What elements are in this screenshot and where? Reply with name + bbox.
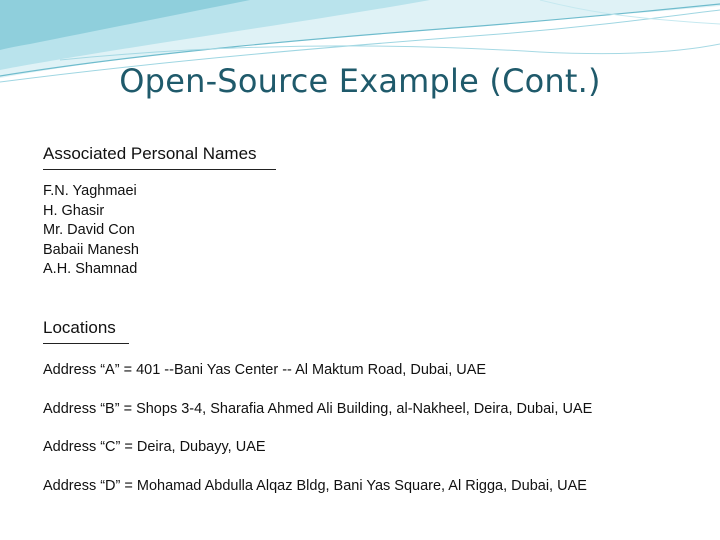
- list-item: A.H. Shamnad: [43, 261, 138, 277]
- address-item: Address “B” = Shops 3-4, Sharafia Ahmed Ali Building, al-Nakheel, Deira, Dubai, UAE: [43, 400, 593, 417]
- names-section: [43, 144, 276, 280]
- names-heading: Associated Personal Names: [43, 144, 276, 170]
- list-item: Babaii Manesh: [43, 241, 139, 258]
- slide-title: Open-Source Example (Cont.): [119, 62, 601, 100]
- address-item: Address “C” = Deira, Dubayy, UAE: [43, 439, 266, 455]
- locations-heading: Locations: [43, 318, 129, 344]
- list-item: F.N. Yaghmaei: [43, 183, 137, 199]
- address-item: Address “A” = 401 --Bani Yas Center -- Al Maktum Road, Dubai, UAE: [43, 362, 487, 378]
- address-list: [43, 361, 592, 495]
- names-list: [43, 182, 276, 280]
- list-item: H. Ghasir: [43, 202, 105, 219]
- address-item: Address “D” = Mohamad Abdulla Alqaz Bldg, Bani Yas Square, Al Rigga, Dubai, UAE: [43, 477, 587, 494]
- locations-section: [43, 318, 592, 515]
- list-item: Mr. David Con: [43, 222, 135, 238]
